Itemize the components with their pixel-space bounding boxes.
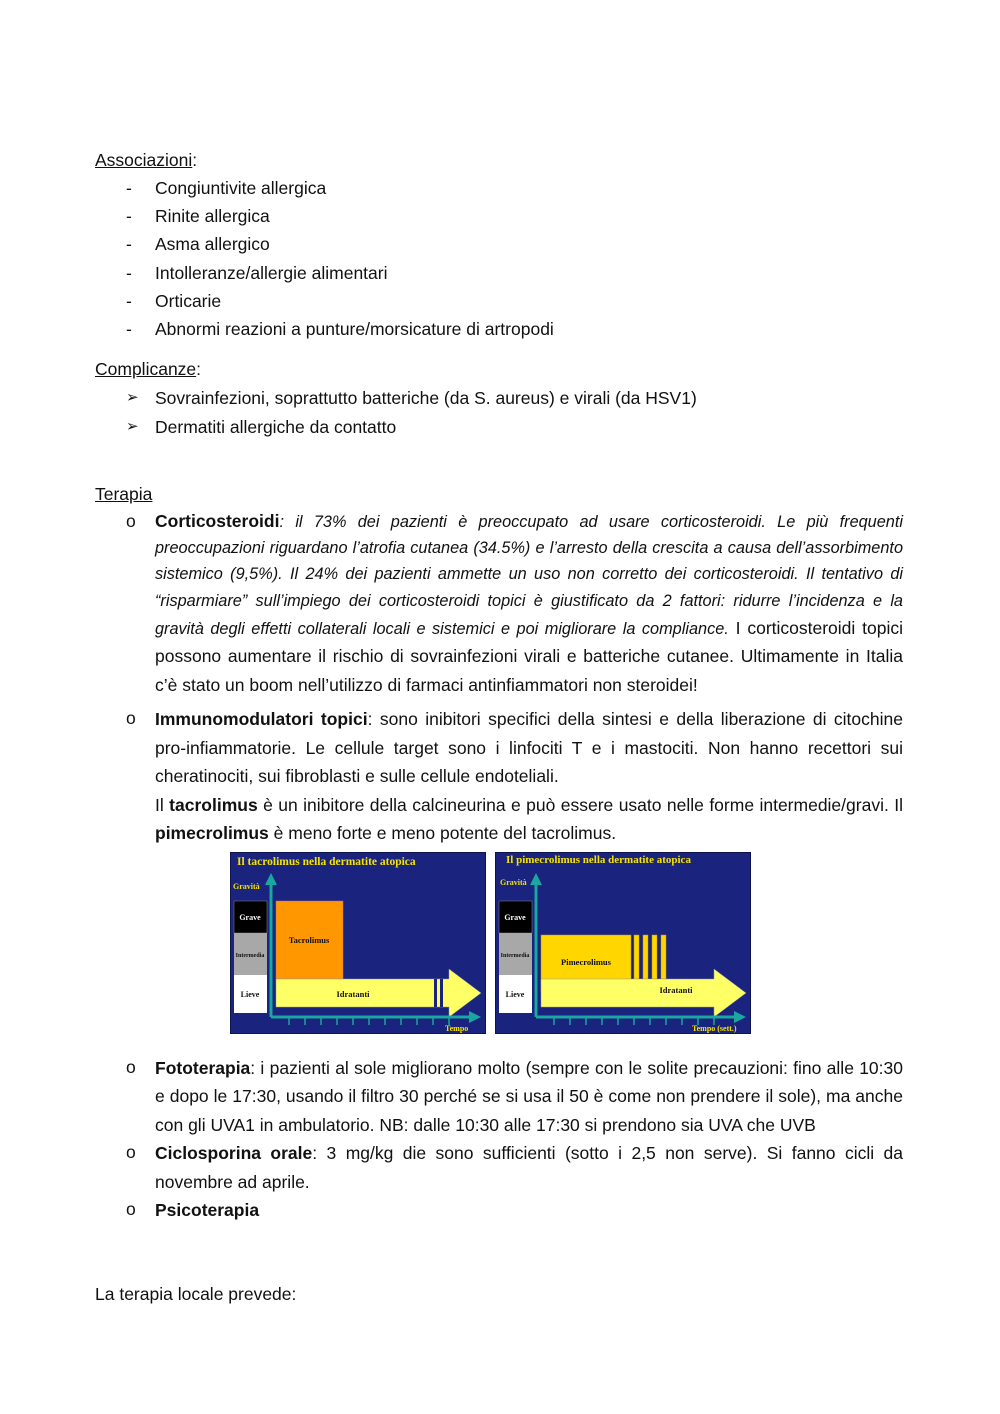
terapia-list xyxy=(95,508,903,1225)
list-item-fototerapia xyxy=(95,1054,903,1140)
x-axis-label: Tempo xyxy=(445,1023,469,1033)
list-item-text: Abnormi reazioni a punture/morsicature di artropodi xyxy=(155,318,554,339)
drug-label: Pimecrolimus xyxy=(561,956,611,967)
dash-marker: - xyxy=(126,262,132,283)
immunomodulatori-term: Immunomodulatori topici xyxy=(155,709,368,730)
base-label: Idratanti xyxy=(659,984,693,995)
list-item xyxy=(95,317,554,345)
corticosteroidi-sep: : xyxy=(279,513,296,531)
list-item-text: Sovrainfezioni, soprattutto batteriche (da S. aureus) e virali (da HSV1) xyxy=(155,388,697,408)
associazioni-colon: : xyxy=(192,150,198,170)
circle-bullet-icon: o xyxy=(126,708,136,729)
dash-marker: - xyxy=(126,178,132,198)
level-lieve-label: Lieve xyxy=(240,989,260,999)
list-item xyxy=(95,261,554,289)
figure-title: Il tacrolimus nella dermatite atopica xyxy=(237,855,416,868)
complicanze-heading xyxy=(95,357,201,381)
list-item xyxy=(95,232,554,260)
tacrolimus-paragraph xyxy=(155,791,903,848)
circle-bullet-icon: o xyxy=(126,1142,136,1163)
x-axis-arrowhead xyxy=(734,1011,746,1023)
level-grave-label: Grave xyxy=(504,912,526,922)
list-item xyxy=(95,386,697,415)
y-axis-arrowhead xyxy=(265,873,277,885)
text-fragment: è meno forte e meno potente del tacrolimus. xyxy=(268,823,617,844)
figures-row xyxy=(155,852,903,1054)
figure-title: Il pimecrolimus nella dermatite atopica xyxy=(506,853,691,866)
list-item-text: Dermatiti allergiche da contatto xyxy=(155,416,397,437)
complicanze-list xyxy=(95,386,697,443)
list-item xyxy=(95,289,554,317)
arrow-bullet-icon: ➢ xyxy=(126,417,139,435)
arrow-bullet-icon: ➢ xyxy=(126,389,139,406)
dash-marker: - xyxy=(126,318,132,339)
list-item xyxy=(95,176,554,204)
fototerapia-paragraph xyxy=(155,1054,903,1140)
associazioni-heading xyxy=(95,148,197,172)
level-intermedia-label: Intermedia xyxy=(500,952,530,959)
immunomodulatori-text: : sono inibitori specifici della sintesi e della liberazione di citochine pro-infiammatorie. Le cellule target sono i linfociti T e i mastociti. Non hanno recettori sui cheratinociti, sui fibroblasti e sulle cellule endoteliali. xyxy=(155,709,903,787)
tacrolimus-diagram xyxy=(231,853,485,1033)
fototerapia-term: Fototerapia xyxy=(155,1057,251,1078)
circle-bullet-icon: o xyxy=(126,1199,136,1220)
text-fragment: Il xyxy=(155,794,170,815)
ciclosporina-text: : 3 mg/kg die sono sufficienti (sotto i 2,5 non serve). Si fanno cicli da novembre ad aprile. xyxy=(155,1143,903,1192)
list-item-text: Congiuntivite allergica xyxy=(155,178,327,198)
list-item-text: Intolleranze/allergie alimentari xyxy=(155,262,388,283)
ciclosporina-paragraph xyxy=(155,1139,903,1196)
x-axis-arrowhead xyxy=(469,1011,481,1023)
drug-pulses xyxy=(634,935,666,979)
list-item xyxy=(95,204,554,232)
y-axis-arrowhead xyxy=(530,873,542,885)
arrow-gap xyxy=(434,979,437,1007)
text-fragment: è un inibitore della calcineurina e può essere usato nelle forme intermedie/gravi. Il xyxy=(257,794,903,815)
ciclosporina-term: Ciclosporina orale xyxy=(155,1143,313,1164)
complicanze-title: Complicanze xyxy=(95,359,197,379)
psicoterapia-paragraph xyxy=(155,1196,903,1225)
list-item-text: Orticarie xyxy=(155,290,222,311)
tacrolimus-figure xyxy=(230,852,486,1034)
corticosteroidi-italic-text: il 73% dei pazienti è preoccupato ad usare corticosteroidi. Le più frequenti preoccupazioni riguardano l’atrofia cutanea (34.5%) e l’arresto della crescita a causa dell’assorbimento sistemico (9,5%). Il 24% dei pazienti ammette un uso non corretto dei corticosteroidi. Il tentativo di “risparmiare” sull’impiego dei corticosteroidi topici è giustificato da 2 fattori: ridurre l’incidenza e la gravità degli effetti collaterali locali e sistemici e poi migliorare la compliance. xyxy=(155,513,903,638)
corticosteroidi-term: Corticosteroidi xyxy=(155,511,280,531)
corticosteroidi-regular-text: I corticosteroidi topici possono aumentare il rischio di sovrainfezioni virali e batteriche cutanee. Ultimamente in Italia c’è stato un boom nell’utilizzo di farmaci antinfiammatori non steroidei! xyxy=(155,617,903,695)
y-axis-label: Gravità xyxy=(233,881,260,891)
circle-bullet-icon: o xyxy=(126,511,136,531)
fototerapia-text: : i pazienti al sole migliorano molto (sempre con le solite precauzioni: fino alle 10:30 e dopo le 17:30, usando il filtro 30 perché se si usa il 50 è come non prendere il sole), ma anche con gli UVA1 in ambulatorio. NB: dalle 10:30 alle 17:30 si prendono sia UVA che UVB xyxy=(155,1057,903,1135)
dash-marker: - xyxy=(126,290,132,311)
terapia-title: Terapia xyxy=(95,484,153,504)
corticosteroidi-paragraph xyxy=(155,508,903,699)
list-item-text: Rinite allergica xyxy=(155,206,270,227)
drug-label: Tacrolimus xyxy=(288,934,330,945)
associazioni-list xyxy=(95,176,554,345)
closing-line: La terapia locale prevede: xyxy=(95,1284,297,1304)
level-lieve-label: Lieve xyxy=(505,989,525,999)
associazioni-title: Associazioni xyxy=(95,150,193,170)
arrow-gap xyxy=(440,979,443,1007)
pimecrolimus-figure xyxy=(495,852,751,1034)
list-item xyxy=(95,415,697,444)
base-label: Idratanti xyxy=(336,988,370,999)
terapia-heading xyxy=(95,482,152,506)
list-item-immunomodulatori xyxy=(95,705,903,1054)
complicanze-colon: : xyxy=(196,359,202,379)
dash-marker: - xyxy=(126,234,132,255)
x-axis-label: Tempo (sett.) xyxy=(692,1023,737,1033)
level-intermedia-label: Intermedia xyxy=(235,952,265,959)
circle-bullet-icon: o xyxy=(126,1056,136,1077)
immunomodulatori-paragraph xyxy=(155,705,903,791)
pimecrolimus-term: pimecrolimus xyxy=(155,823,269,844)
list-item-text: Asma allergico xyxy=(155,234,270,255)
tacrolimus-term: tacrolimus xyxy=(169,794,258,815)
pimecrolimus-diagram xyxy=(496,853,750,1033)
level-grave-label: Grave xyxy=(239,912,261,922)
list-item-ciclosporina xyxy=(95,1139,903,1196)
y-axis-label: Gravità xyxy=(500,877,527,887)
list-item-corticosteroidi xyxy=(95,508,903,699)
dash-marker: - xyxy=(126,206,132,227)
list-item-psicoterapia xyxy=(95,1196,903,1225)
psicoterapia-term: Psicoterapia xyxy=(155,1200,260,1221)
